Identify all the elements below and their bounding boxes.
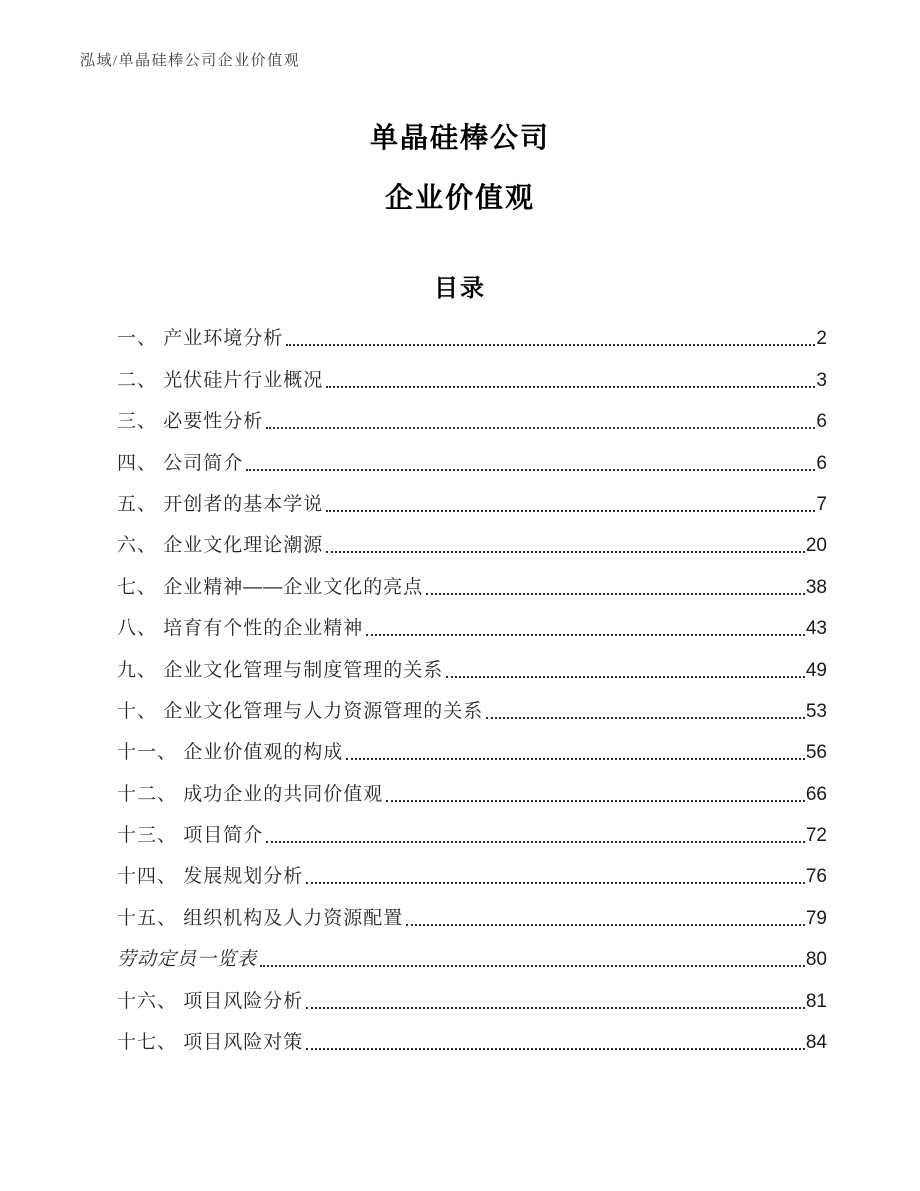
toc-entry-label: 十一、 企业价值观的构成 — [117, 742, 344, 764]
toc-entry[interactable] — [117, 318, 827, 359]
toc-leader-dots — [426, 593, 805, 595]
toc-entry-page: 76 — [805, 866, 827, 888]
toc-entry[interactable] — [117, 939, 827, 980]
toc-leader-dots — [346, 758, 805, 760]
toc-entry[interactable] — [117, 980, 827, 1021]
toc-entry[interactable] — [117, 732, 827, 773]
toc-leader-dots — [260, 965, 805, 967]
toc-entry-label: 二、 光伏硅片行业概况 — [117, 369, 324, 391]
toc-entry-page: 66 — [805, 783, 827, 805]
toc-leader-dots — [306, 1007, 805, 1009]
toc-heading: 目录 — [434, 275, 486, 302]
toc-entry[interactable] — [117, 566, 827, 607]
toc-entry-label: 八、 培育有个性的企业精神 — [117, 618, 364, 640]
toc-entry-label: 十七、 项目风险对策 — [117, 1032, 304, 1054]
toc-entry-page: 43 — [805, 618, 827, 640]
toc-entry[interactable] — [117, 484, 827, 525]
toc-entry-label: 十四、 发展规划分析 — [117, 866, 304, 888]
document-title-line2: 企业价值观 — [384, 182, 535, 213]
toc-entry-label: 一、 产业环境分析 — [117, 328, 284, 350]
toc-entry-page: 3 — [816, 369, 827, 391]
toc-entry-page: 72 — [805, 825, 827, 847]
toc-list — [117, 318, 827, 1063]
toc-leader-dots — [266, 427, 815, 429]
toc-leader-dots — [326, 551, 805, 553]
toc-entry-page: 79 — [805, 907, 827, 929]
toc-leader-dots — [306, 1048, 805, 1050]
toc-entry-page: 56 — [805, 742, 827, 764]
toc-entry[interactable] — [117, 649, 827, 690]
toc-entry[interactable] — [117, 359, 827, 400]
toc-entry-page: 53 — [805, 700, 827, 722]
toc-entry-page: 6 — [816, 411, 827, 433]
toc-entry-label: 四、 公司简介 — [117, 452, 244, 474]
toc-leader-dots — [246, 469, 815, 471]
toc-entry-page: 38 — [805, 576, 827, 598]
toc-entry[interactable] — [117, 525, 827, 566]
toc-entry[interactable] — [117, 691, 827, 732]
toc-entry-page: 6 — [816, 452, 827, 474]
toc-entry[interactable] — [117, 897, 827, 938]
toc-leader-dots — [306, 882, 805, 884]
toc-entry-label: 十二、 成功企业的共同价值观 — [117, 783, 384, 805]
toc-entry-label: 十三、 项目简介 — [117, 825, 264, 847]
toc-entry-label: 五、 开创者的基本学说 — [117, 493, 324, 515]
toc-entry-label: 劳动定员一览表 — [117, 949, 258, 971]
toc-entry[interactable] — [117, 401, 827, 442]
toc-entry-page: 80 — [805, 949, 827, 971]
toc-leader-dots — [406, 924, 805, 926]
toc-leader-dots — [386, 800, 805, 802]
toc-entry-label: 十五、 组织机构及人力资源配置 — [117, 907, 404, 929]
toc-entry-page: 7 — [816, 493, 827, 515]
toc-entry[interactable] — [117, 815, 827, 856]
toc-entry-label: 十六、 项目风险分析 — [117, 990, 304, 1012]
toc-leader-dots — [266, 841, 805, 843]
toc-entry-label: 三、 必要性分析 — [117, 411, 264, 433]
toc-entry-label: 七、 企业精神——企业文化的亮点 — [117, 576, 424, 598]
toc-leader-dots — [446, 676, 805, 678]
toc-entry-label: 十、 企业文化管理与人力资源管理的关系 — [117, 700, 484, 722]
toc-entry[interactable] — [117, 773, 827, 814]
toc-leader-dots — [486, 717, 805, 719]
toc-entry[interactable] — [117, 442, 827, 483]
toc-entry-page: 2 — [816, 328, 827, 350]
header-text: 泓域/单晶硅棒公司企业价值观 — [80, 53, 301, 69]
toc-entry[interactable] — [117, 1022, 827, 1063]
toc-entry[interactable] — [117, 608, 827, 649]
toc-entry-page: 20 — [805, 535, 827, 557]
toc-leader-dots — [286, 344, 815, 346]
document-header — [80, 49, 300, 70]
toc-entry-page: 84 — [805, 1032, 827, 1054]
toc-leader-dots — [366, 634, 805, 636]
toc-entry-page: 49 — [805, 659, 827, 681]
toc-entry[interactable] — [117, 856, 827, 897]
toc-entry-label: 六、 企业文化理论潮源 — [117, 535, 324, 557]
toc-leader-dots — [326, 386, 815, 388]
toc-entry-page: 81 — [805, 990, 827, 1012]
toc-entry-label: 九、 企业文化管理与制度管理的关系 — [117, 659, 444, 681]
document-title-line1: 单晶硅棒公司 — [369, 122, 550, 153]
toc-leader-dots — [326, 510, 815, 512]
